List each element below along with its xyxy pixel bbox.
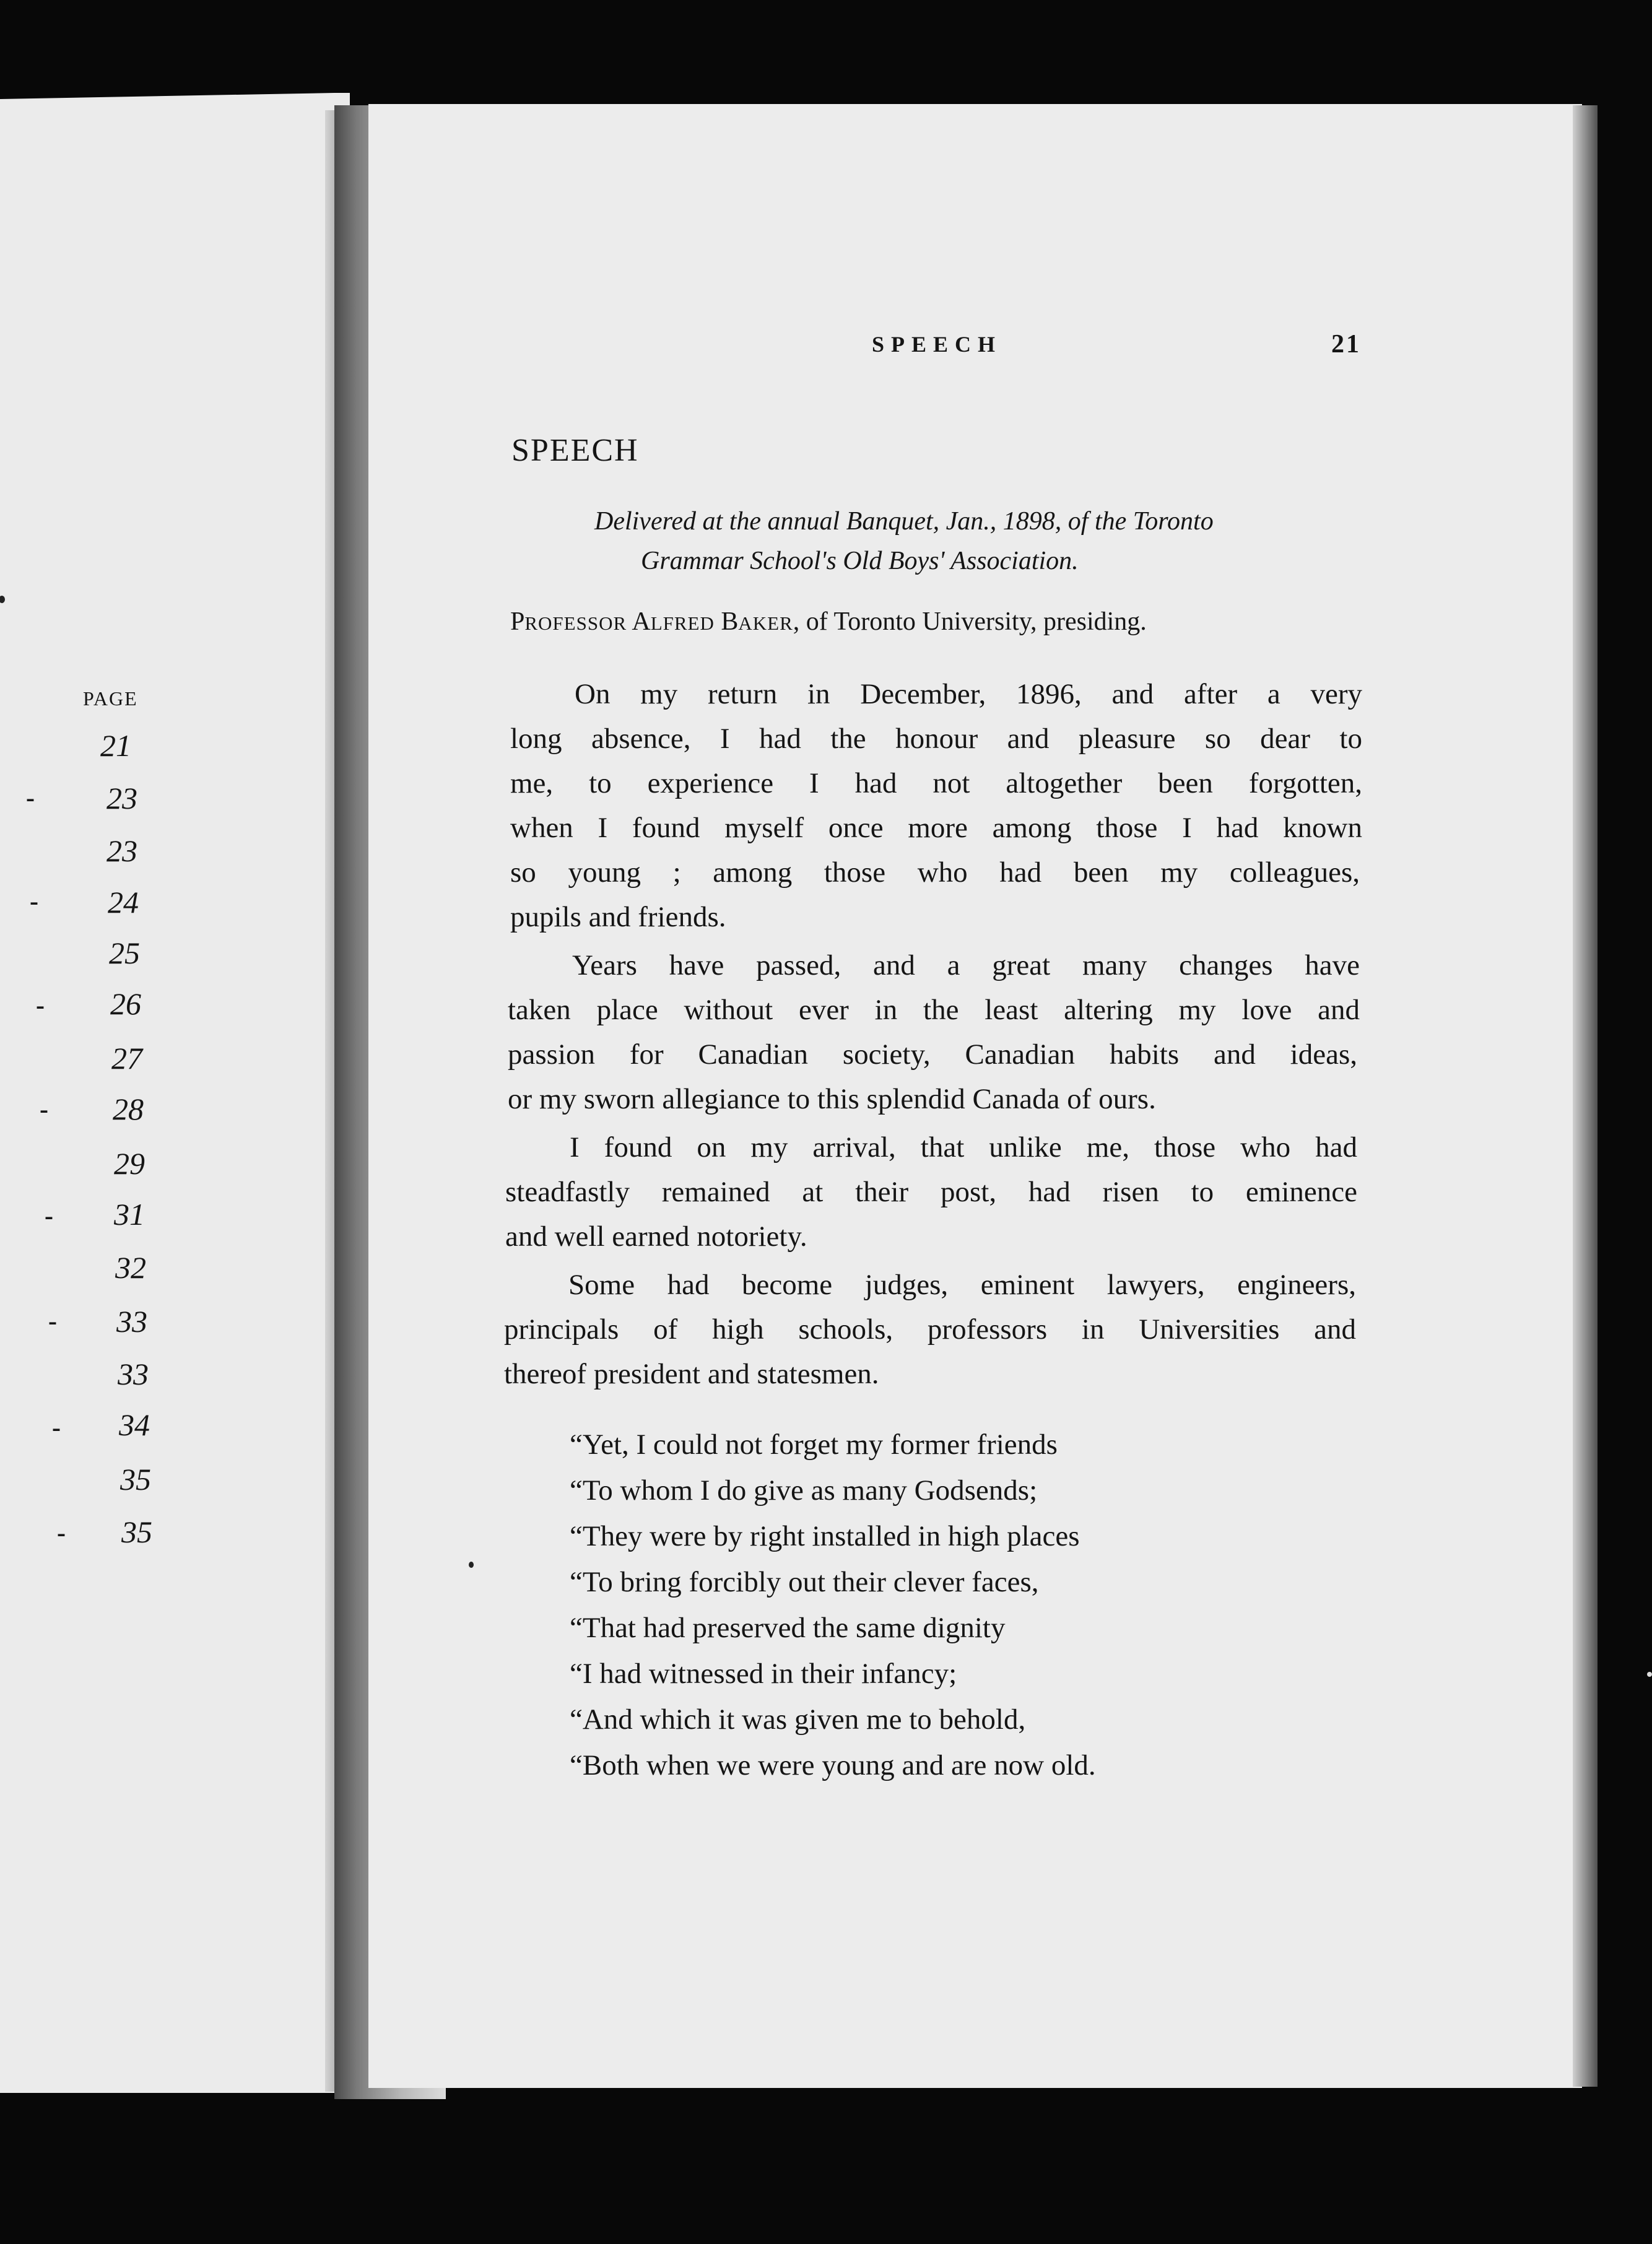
toc-page-number: 23 xyxy=(107,781,137,815)
toc-leader-dash: - xyxy=(40,1095,48,1124)
toc-leader-dash: - xyxy=(26,784,35,812)
body-text-line: Years have passed, and a great many changes have xyxy=(572,949,1360,981)
scan-speck xyxy=(1647,1672,1652,1677)
body-text-line: so young ; among those who had been my colleagues, xyxy=(510,856,1360,889)
toc-leader-dash: - xyxy=(48,1307,57,1336)
body-text-line: or my sworn allegiance to this splendid Canada of ours. xyxy=(508,1083,1156,1115)
body-text-line: pupils and friends. xyxy=(510,901,726,933)
toc-page-number: 26 xyxy=(110,986,141,1021)
presiding-alfred-rest: LFRED xyxy=(650,612,715,634)
verse-line: “I had witnessed in their infancy; xyxy=(570,1658,957,1690)
subtitle-line: Delivered at the annual Banquet, Jan., 1898, of the Toronto xyxy=(594,507,1214,536)
body-text-line: principals of high schools, professors in Universities and xyxy=(504,1313,1356,1346)
verse-line: “That had preserved the same dignity xyxy=(570,1612,1006,1644)
body-text-line: I found on my arrival, that unlike me, those who had xyxy=(570,1131,1357,1163)
toc-page-number: 33 xyxy=(118,1357,149,1391)
toc-page-number: 25 xyxy=(109,936,140,970)
presiding-baker-rest: AKER xyxy=(738,612,793,634)
scan-speck xyxy=(469,1562,474,1568)
toc-leader-dash: - xyxy=(30,887,38,916)
presiding-baker-initial: B xyxy=(721,607,739,636)
body-text-line: On my return in December, 1896, and after a very xyxy=(575,678,1362,710)
toc-page-number: 32 xyxy=(115,1250,146,1285)
body-text-line: when I found myself once more among those I had known xyxy=(510,812,1362,844)
body-text-line: thereof president and statesmen. xyxy=(504,1358,879,1390)
toc-leader-dash: - xyxy=(52,1414,61,1442)
presiding-line xyxy=(510,607,1147,637)
verse-line: “They were by right installed in high places xyxy=(570,1520,1080,1552)
running-head: SPEECH xyxy=(872,332,1002,357)
toc-leader-dash: - xyxy=(36,991,45,1020)
verse-line: “Both when we were young and are now old. xyxy=(570,1749,1096,1781)
verse-line: “To whom I do give as many Godsends; xyxy=(570,1474,1038,1507)
presiding-suffix: , of Toronto University, presiding. xyxy=(793,607,1147,636)
subtitle-line: Grammar School's Old Boys' Association. xyxy=(641,547,1079,575)
toc-leader-dash: - xyxy=(57,1519,66,1547)
toc-page-number: 24 xyxy=(108,885,139,920)
toc-page-number: 35 xyxy=(120,1462,151,1497)
body-text-line: taken place without ever in the least altering my love and xyxy=(508,994,1360,1026)
body-text-line: Some had become judges, eminent lawyers, engineers, xyxy=(568,1269,1356,1301)
toc-page-number: 35 xyxy=(121,1515,152,1549)
toc-page-number: 34 xyxy=(119,1407,150,1442)
toc-page-number: 29 xyxy=(114,1146,145,1181)
speech-title: SPEECH xyxy=(511,433,639,468)
verse-line: “To bring forcibly out their clever faces, xyxy=(570,1566,1039,1598)
toc-page-number: 21 xyxy=(100,728,131,763)
body-text-line: passion for Canadian society, Canadian habits and ideas, xyxy=(508,1038,1357,1071)
presiding-professor-rest: ROFESSOR xyxy=(524,612,627,634)
toc-page-number: 28 xyxy=(113,1092,144,1126)
presiding-alfred-initial: A xyxy=(632,607,651,636)
toc-leader-dash: - xyxy=(45,1202,53,1230)
right-page-edge-shadow xyxy=(1573,105,1598,2087)
presiding-professor-initial: P xyxy=(510,607,525,636)
verse-line: “And which it was given me to behold, xyxy=(570,1703,1026,1736)
toc-page-number: 33 xyxy=(116,1304,147,1339)
toc-page-number: 23 xyxy=(107,833,137,868)
body-text-line: steadfastly remained at their post, had risen to eminence xyxy=(505,1176,1357,1208)
toc-page-number: 27 xyxy=(111,1041,142,1076)
verse-line: “Yet, I could not forget my former friends xyxy=(570,1429,1058,1461)
body-text-line: long absence, I had the honour and pleasure so dear to xyxy=(510,723,1362,755)
toc-page-heading: PAGE xyxy=(83,687,138,710)
body-text-line: and well earned notoriety. xyxy=(505,1220,807,1253)
body-text-line: me, to experience I had not altogether been forgotten, xyxy=(510,767,1362,799)
toc-page-number: 31 xyxy=(114,1197,145,1232)
page-number: 21 xyxy=(1331,330,1361,359)
